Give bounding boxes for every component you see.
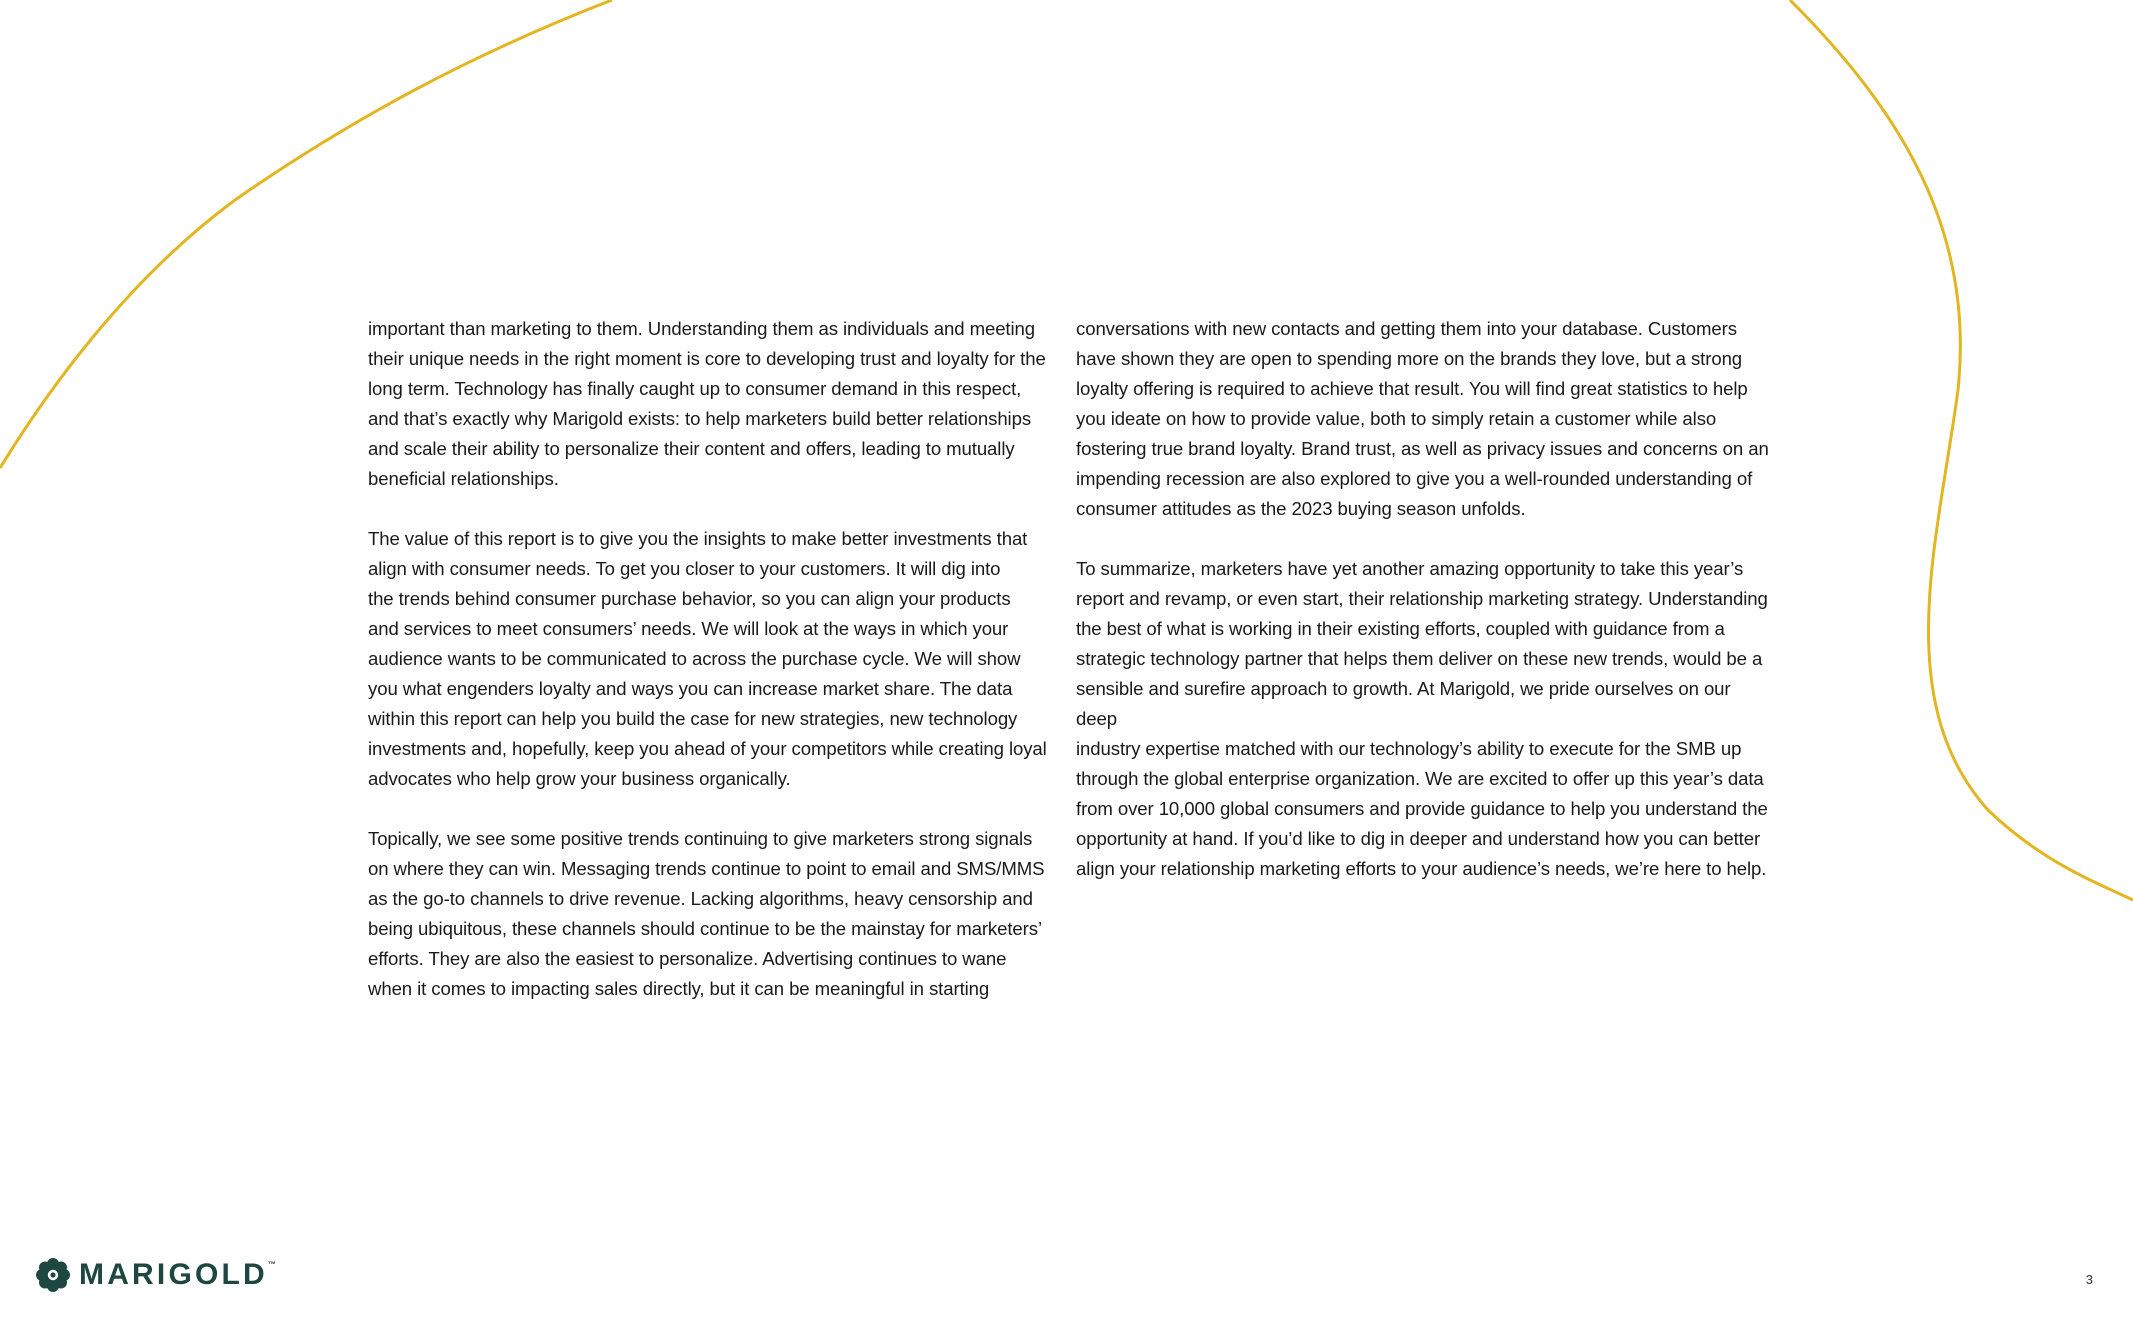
right-paragraph-1: conversations with new contacts and getting them into your database. Customers have shown they are open to spending more on the brands they love, but a strong loyalty offering is required to achieve that result. You will find great statistics to help you ideate on how to provide value, both to simply retain a customer while also fostering true brand loyalty. Brand trust, as well as privacy issues and concerns on an impending recession are also explored to give you a well-rounded understanding of consumer attitudes as the 2023 buying season unfolds. xyxy=(1076,318,1769,519)
right-paragraph-2: To summarize, marketers have yet another amazing opportunity to take this year’s report and revamp, or even start, their relationship marketing strategy. Understanding the best of what is working in their existing efforts, coupled with guidance from a strategic technology partner that helps them deliver on these new trends, would be a sensible and surefire approach to growth. At Marigold, we pride ourselves on our deep industry expertise matched with our technology’s ability to execute for the SMB up through the global enterprise organization. We are excited to offer up this year’s data from over 10,000 global consumers and provide guidance to help you understand the opportunity at hand. If you’d like to dig in deeper and understand how you can better align your relationship marketing efforts to your audience’s needs, we’re here to help. xyxy=(1076,558,1768,879)
left-paragraph-2: The value of this report is to give you the insights to make better investments that align with consumer needs. To get you closer to your customers. It will dig into the trends behind consumer purchase behavior, so you can align your products and services to meet consumers’ needs. We will look at the ways in which your audience wants to be communicated to across the purchase cycle. We will show you what engenders loyalty and ways you can increase market share. The data within this report can help you build the case for new strategies, new technology investments and, hopefully, keep you ahead of your competitors while creating loyal advocates who help grow your business organically. xyxy=(368,528,1047,789)
marigold-logo xyxy=(36,1256,276,1294)
page-number: 3 xyxy=(2085,1272,2093,1287)
logo-wordmark: MARIGOLD xyxy=(79,1258,268,1291)
right-text-column xyxy=(1076,314,1776,884)
right-gold-curve xyxy=(1790,0,2133,900)
left-paragraph-1: important than marketing to them. Understanding them as individuals and meeting their unique needs in the right moment is core to developing trust and loyalty for the long term. Technology has finally caught up to consumer demand in this respect, and that’s exactly why Marigold exists: to help marketers build better relationships and scale their ability to personalize their content and offers, leading to mutually beneficial relationships. xyxy=(368,318,1046,489)
logo-trademark: ™ xyxy=(267,1260,276,1269)
marigold-flower-icon xyxy=(36,1258,70,1292)
left-paragraph-3: Topically, we see some positive trends continuing to give marketers strong signals on where they can win. Messaging trends continue to point to email and SMS/MMS as the go-to channels to drive revenue. Lacking algorithms, heavy censorship and being ubiquitous, these channels should continue to be the mainstay for marketers’ efforts. They are also the easiest to personalize. Advertising continues to wane when it comes to impacting sales directly, but it can be meaningful in starting xyxy=(368,828,1045,999)
left-text-column xyxy=(368,314,1048,1004)
